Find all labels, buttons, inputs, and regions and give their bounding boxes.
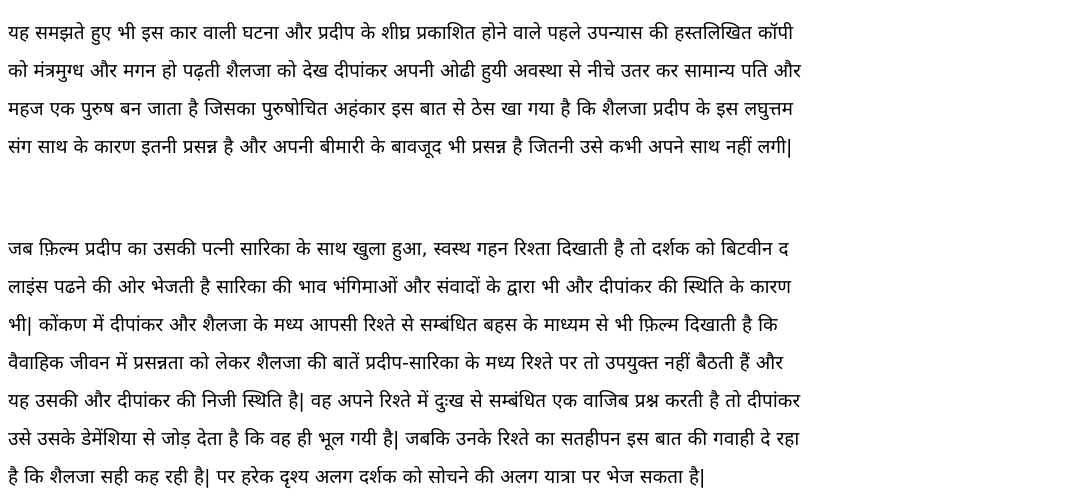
text-line: है कि शैलजा सही कह रही है| पर हरेक दृश्य अलग दर्शक को सोचने की अलग यात्रा पर भेज सकता है| [8, 466, 706, 488]
text-line: यह उसकी और दीपांकर की निजी स्थिति है| वह अपने रिश्ते में दुःख से सम्बंधित एक वाजिब प्रश्न करती है तो दीपांकर [8, 390, 801, 412]
text-line: भी| कोंकण में दीपांकर और शैलजा के मध्य आपसी रिश्ते से सम्बंधित बहस के माध्यम से भी फ़िल्म दिखाती है कि [8, 314, 778, 336]
text-line: यह समझते हुए भी इस कार वाली घटना और प्रदीप के शीघ्र प्रकाशित होने वाले पहले उपन्यास की हस्तलिखित कॉपी [8, 22, 794, 44]
paragraph-2 [8, 230, 1062, 496]
text-line: लाइंस पढने की ओर भेजती है सारिका की भाव भंगिमाओं और संवादों के द्वारा भी और दीपांकर की स्थिति के कारण [8, 276, 792, 298]
text-line: वैवाहिक जीवन में प्रसन्नता को लेकर शैलजा की बातें प्रदीप-सारिका के मध्य रिश्ते पर तो उपयुक्त नहीं बैठती हैं और [8, 352, 784, 374]
paragraph-1 [8, 14, 1062, 166]
document-body [8, 14, 1062, 496]
paragraph-spacer [8, 166, 1062, 230]
text-line: महज एक पुरुष बन जाता है जिसका पुरुषोचित अहंकार इस बात से ठेस खा गया है कि शैलजा प्रदीप के इस लघुत्तम [8, 98, 794, 120]
text-line: जब फ़िल्म प्रदीप का उसकी पत्नी सारिका के साथ खुला हुआ, स्वस्थ गहन रिश्ता दिखाती है तो दर्शक को बिटवीन द [8, 238, 789, 260]
text-line: को मंत्रमुग्ध और मगन हो पढ़ती शैलजा को देख दीपांकर अपनी ओढी हुयी अवस्था से नीचे उतर कर सामान्य पति और [8, 60, 801, 82]
text-line: संग साथ के कारण इतनी प्रसन्न है और अपनी बीमारी के बावजूद भी प्रसन्न है जितनी उसे कभी अपने साथ नहीं लगी| [8, 136, 793, 158]
text-line: उसे उसके डेमेंशिया से जोड़ देता है कि वह ही भूल गयी है| जबकि उनके रिश्ते का सतहीपन इस बात की गवाही दे रहा [8, 428, 800, 450]
